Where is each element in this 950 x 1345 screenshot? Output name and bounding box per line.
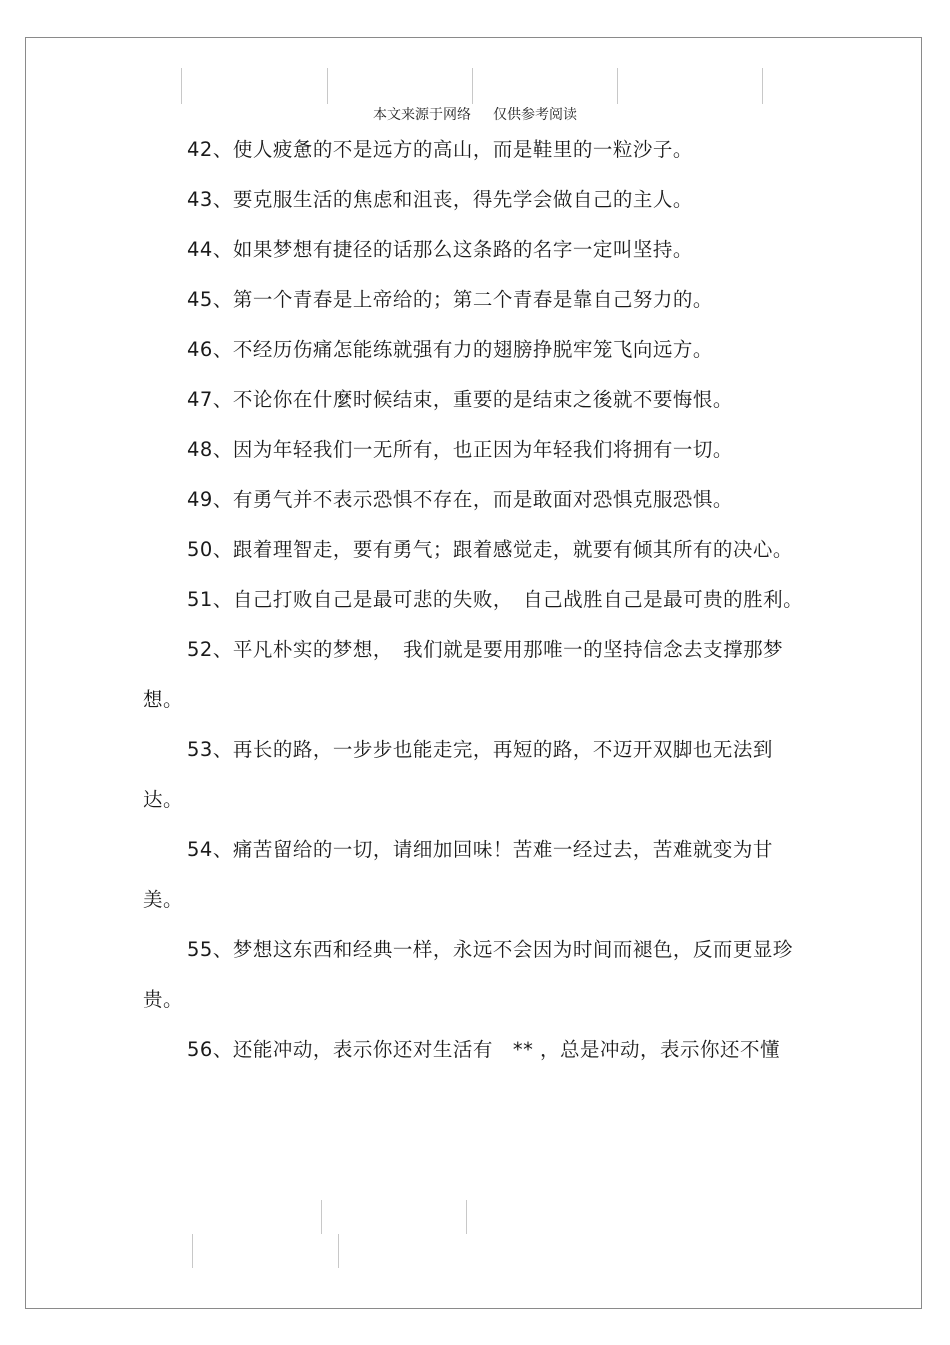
paragraph: 52、平凡朴实的梦想， 我们就是要用那唯一的坚持信念去支撑那梦想。 bbox=[143, 638, 784, 711]
header-rule bbox=[472, 68, 473, 104]
footer-rule bbox=[192, 1234, 193, 1268]
paragraph: 46、不经历伤痛怎能练就强有力的翅膀挣脱牢笼飞向远方。 bbox=[187, 338, 713, 361]
footer-rule bbox=[466, 1200, 467, 1234]
header-rule bbox=[617, 68, 618, 104]
paragraph: 49、有勇气并不表示恐惧不存在，而是敢面对恐惧克服恐惧。 bbox=[187, 488, 733, 511]
source-note: 本文来源于网络 bbox=[373, 107, 471, 123]
paragraph: 42、使人疲惫的不是远方的高山，而是鞋里的一粒沙子。 bbox=[187, 138, 693, 161]
header-rule bbox=[762, 68, 763, 104]
paragraph: 54、痛苦留给的一切，请细加回味！苦难一经过去，苦难就变为甘美。 bbox=[143, 838, 773, 911]
paragraph: 56、还能冲动，表示你还对生活有 ** ，总是冲动，表示你还不懂 bbox=[187, 1038, 781, 1061]
paragraph: 50、跟着理智走，要有勇气；跟着感觉走，就要有倾其所有的决心。 bbox=[187, 538, 793, 561]
paragraph: 43、要克服生活的焦虑和沮丧，得先学会做自己的主人。 bbox=[187, 188, 693, 211]
paragraph: 47、不论你在什麼时候结束，重要的是结束之後就不要悔恨。 bbox=[187, 388, 733, 411]
header-rule bbox=[327, 68, 328, 104]
paragraph: 44、如果梦想有捷径的话那么这条路的名字一定叫坚持。 bbox=[187, 238, 693, 261]
paragraph: 48、因为年轻我们一无所有，也正因为年轻我们将拥有一切。 bbox=[187, 438, 733, 461]
header-rule bbox=[181, 68, 182, 104]
paragraph: 55、梦想这东西和经典一样，永远不会因为时间而褪色，反而更显珍贵。 bbox=[143, 938, 793, 1011]
footer-rule bbox=[338, 1234, 339, 1268]
header-note bbox=[0, 104, 950, 124]
paragraph: 53、再长的路，一步步也能走完，再短的路，不迈开双脚也无法到达。 bbox=[143, 738, 773, 811]
footer-rule bbox=[321, 1200, 322, 1234]
paragraph: 51、自己打败自己是最可悲的失败， 自己战胜自己是最可贵的胜利。 bbox=[187, 588, 804, 611]
reference-note: 仅供参考阅读 bbox=[493, 107, 577, 123]
paragraph: 45、第一个青春是上帝给的；第二个青春是靠自己努力的。 bbox=[187, 288, 713, 311]
document-body bbox=[143, 125, 808, 1075]
